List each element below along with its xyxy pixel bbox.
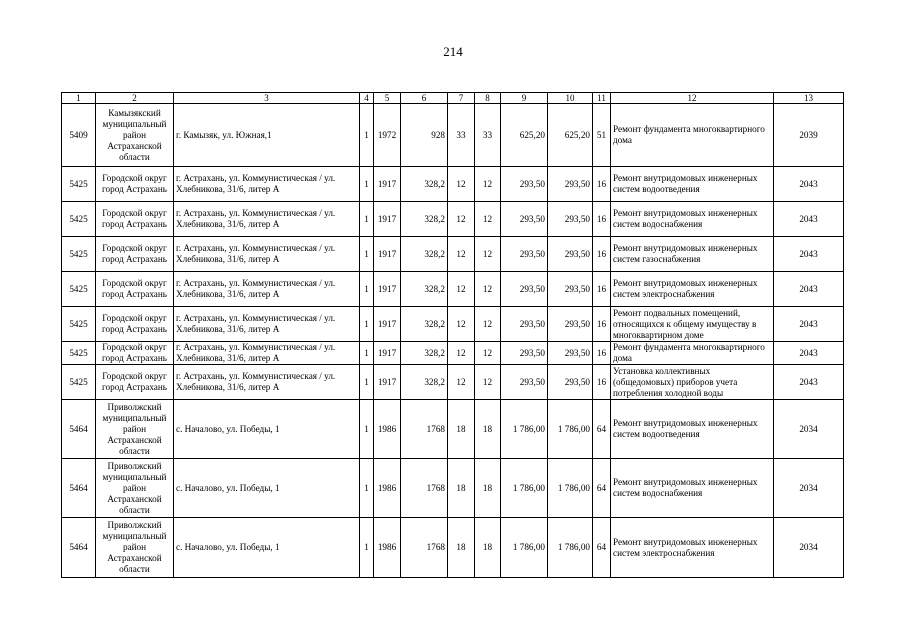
col-municipality-cell: Приволжский муниципальный район Астраханской области	[96, 400, 174, 459]
col-year-cell: 1917	[374, 237, 401, 272]
col-4-cell: 1	[360, 459, 374, 518]
col-area-cell: 1768	[401, 459, 448, 518]
col-period-cell: 2034	[774, 518, 844, 578]
col-work-type-cell: Ремонт внутридомовых инженерных систем газоснабжения	[611, 237, 774, 272]
col-cost-cell: 293,50	[501, 237, 548, 272]
header-row	[62, 93, 844, 104]
col-8-cell: 12	[475, 342, 501, 365]
col-id-cell: 5425	[62, 167, 96, 202]
col-11-cell: 64	[593, 459, 611, 518]
col-cost-cell: 293,50	[501, 365, 548, 400]
table-row	[62, 167, 844, 202]
program-table	[61, 92, 844, 578]
col-cost-total-cell: 293,50	[548, 365, 593, 400]
col-period-cell: 2043	[774, 237, 844, 272]
col-address-cell: с. Началово, ул. Победы, 1	[174, 518, 360, 578]
header-cell-9: 9	[501, 93, 548, 104]
col-4-cell: 1	[360, 167, 374, 202]
table-row	[62, 400, 844, 459]
table-row	[62, 202, 844, 237]
col-period-cell: 2034	[774, 459, 844, 518]
col-8-cell: 12	[475, 202, 501, 237]
col-8-cell: 12	[475, 272, 501, 307]
col-id-cell: 5464	[62, 459, 96, 518]
col-4-cell: 1	[360, 307, 374, 342]
col-id-cell: 5464	[62, 518, 96, 578]
col-7-cell: 12	[448, 272, 475, 307]
col-cost-cell: 293,50	[501, 342, 548, 365]
col-8-cell: 12	[475, 307, 501, 342]
col-year-cell: 1917	[374, 272, 401, 307]
col-id-cell: 5425	[62, 237, 96, 272]
col-area-cell: 328,2	[401, 167, 448, 202]
col-4-cell: 1	[360, 342, 374, 365]
col-period-cell: 2043	[774, 342, 844, 365]
col-municipality-cell: Городской округ город Астрахань	[96, 237, 174, 272]
col-id-cell: 5425	[62, 272, 96, 307]
col-area-cell: 328,2	[401, 272, 448, 307]
col-11-cell: 16	[593, 307, 611, 342]
table-row	[62, 365, 844, 400]
page-number: 214	[443, 44, 463, 59]
col-period-cell: 2043	[774, 365, 844, 400]
col-7-cell: 18	[448, 459, 475, 518]
col-year-cell: 1917	[374, 342, 401, 365]
col-id-cell: 5464	[62, 400, 96, 459]
col-4-cell: 1	[360, 400, 374, 459]
col-11-cell: 64	[593, 400, 611, 459]
col-period-cell: 2043	[774, 202, 844, 237]
col-area-cell: 328,2	[401, 307, 448, 342]
col-cost-cell: 293,50	[501, 167, 548, 202]
table-row	[62, 237, 844, 272]
header-cell-13: 13	[774, 93, 844, 104]
col-7-cell: 12	[448, 237, 475, 272]
table-row	[62, 459, 844, 518]
col-area-cell: 1768	[401, 400, 448, 459]
table-body	[62, 93, 844, 578]
col-4-cell: 1	[360, 518, 374, 578]
col-work-type-cell: Ремонт внутридомовых инженерных систем водоснабжения	[611, 202, 774, 237]
col-id-cell: 5425	[62, 202, 96, 237]
col-8-cell: 18	[475, 518, 501, 578]
col-period-cell: 2039	[774, 104, 844, 167]
col-4-cell: 1	[360, 237, 374, 272]
col-municipality-cell: Камызякский муниципальный район Астраханской области	[96, 104, 174, 167]
col-cost-total-cell: 293,50	[548, 237, 593, 272]
col-work-type-cell: Ремонт внутридомовых инженерных систем водоотведения	[611, 400, 774, 459]
col-period-cell: 2043	[774, 307, 844, 342]
col-8-cell: 18	[475, 400, 501, 459]
col-year-cell: 1986	[374, 459, 401, 518]
table-row	[62, 307, 844, 342]
header-cell-12: 12	[611, 93, 774, 104]
header-cell-8: 8	[475, 93, 501, 104]
col-work-type-cell: Ремонт внутридомовых инженерных систем водоснабжения	[611, 459, 774, 518]
col-year-cell: 1917	[374, 365, 401, 400]
col-8-cell: 12	[475, 365, 501, 400]
col-address-cell: г. Астрахань, ул. Коммунистическая / ул. Хлебникова, 31/6, литер А	[174, 342, 360, 365]
col-7-cell: 18	[448, 518, 475, 578]
col-work-type-cell: Установка коллективных (общедомовых) приборов учета потребления холодной воды	[611, 365, 774, 400]
table-row	[62, 104, 844, 167]
col-year-cell: 1972	[374, 104, 401, 167]
col-7-cell: 12	[448, 307, 475, 342]
col-id-cell: 5425	[62, 365, 96, 400]
header-cell-1: 1	[62, 93, 96, 104]
header-cell-6: 6	[401, 93, 448, 104]
col-area-cell: 928	[401, 104, 448, 167]
col-municipality-cell: Приволжский муниципальный район Астраханской области	[96, 459, 174, 518]
col-7-cell: 33	[448, 104, 475, 167]
header-cell-5: 5	[374, 93, 401, 104]
header-cell-3: 3	[174, 93, 360, 104]
col-4-cell: 1	[360, 272, 374, 307]
table-row	[62, 342, 844, 365]
col-address-cell: с. Началово, ул. Победы, 1	[174, 459, 360, 518]
col-area-cell: 328,2	[401, 237, 448, 272]
col-period-cell: 2043	[774, 167, 844, 202]
table-row	[62, 272, 844, 307]
table-row	[62, 518, 844, 578]
col-address-cell: г. Астрахань, ул. Коммунистическая / ул. Хлебникова, 31/6, литер А	[174, 237, 360, 272]
col-11-cell: 16	[593, 167, 611, 202]
col-year-cell: 1986	[374, 400, 401, 459]
col-4-cell: 1	[360, 202, 374, 237]
col-address-cell: г. Астрахань, ул. Коммунистическая / ул. Хлебникова, 31/6, литер А	[174, 307, 360, 342]
col-address-cell: г. Астрахань, ул. Коммунистическая / ул. Хлебникова, 31/6, литер А	[174, 202, 360, 237]
col-cost-total-cell: 625,20	[548, 104, 593, 167]
col-area-cell: 1768	[401, 518, 448, 578]
col-year-cell: 1917	[374, 167, 401, 202]
col-address-cell: с. Началово, ул. Победы, 1	[174, 400, 360, 459]
col-8-cell: 18	[475, 459, 501, 518]
col-work-type-cell: Ремонт внутридомовых инженерных систем водоотведения	[611, 167, 774, 202]
col-cost-total-cell: 293,50	[548, 342, 593, 365]
col-8-cell: 12	[475, 167, 501, 202]
header-cell-10: 10	[548, 93, 593, 104]
col-area-cell: 328,2	[401, 202, 448, 237]
col-11-cell: 51	[593, 104, 611, 167]
col-cost-total-cell: 293,50	[548, 272, 593, 307]
col-cost-total-cell: 293,50	[548, 307, 593, 342]
col-11-cell: 16	[593, 365, 611, 400]
col-municipality-cell: Городской округ город Астрахань	[96, 342, 174, 365]
col-address-cell: г. Астрахань, ул. Коммунистическая / ул. Хлебникова, 31/6, литер А	[174, 272, 360, 307]
col-year-cell: 1986	[374, 518, 401, 578]
col-cost-total-cell: 1 786,00	[548, 459, 593, 518]
col-address-cell: г. Астрахань, ул. Коммунистическая / ул. Хлебникова, 31/6, литер А	[174, 167, 360, 202]
col-7-cell: 12	[448, 365, 475, 400]
header-cell-7: 7	[448, 93, 475, 104]
col-cost-cell: 293,50	[501, 202, 548, 237]
col-period-cell: 2043	[774, 272, 844, 307]
col-work-type-cell: Ремонт внутридомовых инженерных систем электроснабжения	[611, 272, 774, 307]
col-address-cell: г. Камызяк, ул. Южная,1	[174, 104, 360, 167]
col-7-cell: 12	[448, 342, 475, 365]
col-cost-cell: 1 786,00	[501, 518, 548, 578]
col-4-cell: 1	[360, 365, 374, 400]
col-4-cell: 1	[360, 104, 374, 167]
col-work-type-cell: Ремонт фундамента многоквартирного дома	[611, 104, 774, 167]
col-municipality-cell: Городской округ город Астрахань	[96, 167, 174, 202]
col-year-cell: 1917	[374, 202, 401, 237]
col-cost-cell: 1 786,00	[501, 400, 548, 459]
col-11-cell: 16	[593, 272, 611, 307]
header-cell-11: 11	[593, 93, 611, 104]
col-7-cell: 12	[448, 202, 475, 237]
col-address-cell: г. Астрахань, ул. Коммунистическая / ул. Хлебникова, 31/6, литер А	[174, 365, 360, 400]
col-cost-total-cell: 293,50	[548, 202, 593, 237]
col-work-type-cell: Ремонт внутридомовых инженерных систем электроснабжения	[611, 518, 774, 578]
col-year-cell: 1917	[374, 307, 401, 342]
col-municipality-cell: Городской округ город Астрахань	[96, 365, 174, 400]
col-municipality-cell: Городской округ город Астрахань	[96, 272, 174, 307]
col-cost-cell: 293,50	[501, 307, 548, 342]
col-id-cell: 5425	[62, 307, 96, 342]
header-cell-4: 4	[360, 93, 374, 104]
col-8-cell: 33	[475, 104, 501, 167]
col-8-cell: 12	[475, 237, 501, 272]
col-id-cell: 5409	[62, 104, 96, 167]
col-cost-cell: 1 786,00	[501, 459, 548, 518]
col-7-cell: 18	[448, 400, 475, 459]
col-11-cell: 16	[593, 202, 611, 237]
col-11-cell: 16	[593, 237, 611, 272]
header-cell-2: 2	[96, 93, 174, 104]
col-cost-total-cell: 293,50	[548, 167, 593, 202]
col-11-cell: 64	[593, 518, 611, 578]
col-area-cell: 328,2	[401, 342, 448, 365]
col-id-cell: 5425	[62, 342, 96, 365]
col-cost-total-cell: 1 786,00	[548, 518, 593, 578]
col-area-cell: 328,2	[401, 365, 448, 400]
col-11-cell: 16	[593, 342, 611, 365]
col-cost-cell: 293,50	[501, 272, 548, 307]
col-work-type-cell: Ремонт подвальных помещений, относящихся к общему имуществу в многоквартирном доме	[611, 307, 774, 342]
col-work-type-cell: Ремонт фундамента многоквартирного дома	[611, 342, 774, 365]
col-municipality-cell: Городской округ город Астрахань	[96, 307, 174, 342]
col-cost-total-cell: 1 786,00	[548, 400, 593, 459]
col-period-cell: 2034	[774, 400, 844, 459]
col-cost-cell: 625,20	[501, 104, 548, 167]
col-7-cell: 12	[448, 167, 475, 202]
col-municipality-cell: Приволжский муниципальный район Астраханской области	[96, 518, 174, 578]
col-municipality-cell: Городской округ город Астрахань	[96, 202, 174, 237]
